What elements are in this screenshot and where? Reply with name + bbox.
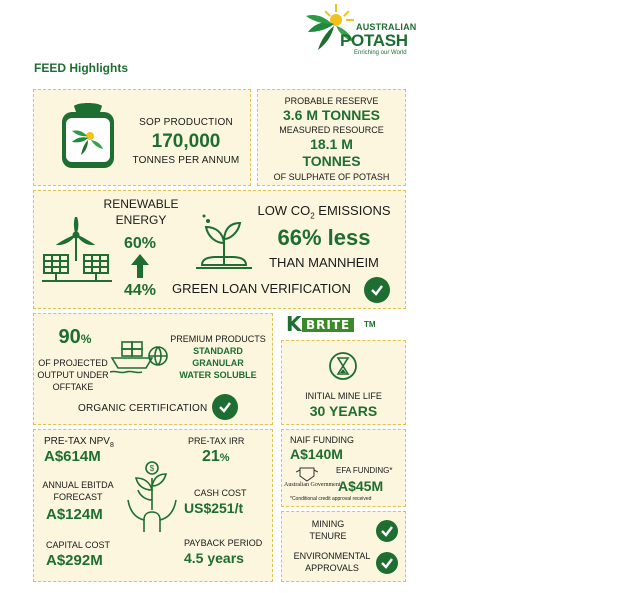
coat-of-arms-icon [296,466,318,482]
env-approvals-line2: APPROVALS [305,563,359,573]
npv-label-sub: 8 [109,442,114,449]
cargo-ship-globe-icon [110,338,170,378]
sop-unit: TONNES PER ANNUM [132,155,240,166]
renewable-value-bottom: 44% [123,282,157,299]
reserve-panel [257,89,406,186]
probable-reserve-value: 3.6 M TONNES [283,107,380,123]
measured-resource-value: 18.1 M [310,136,353,152]
measured-resource-label: MEASURED RESOURCE [279,125,384,135]
ebitda-label-line1: ANNUAL EBITDA [42,480,114,490]
npv-value: A$614M [44,448,101,465]
capital-cost-label: CAPITAL COST [46,540,111,550]
emissions-comparison: THAN MANNHEIM [269,255,379,270]
company-logo [306,2,417,58]
emissions-label [244,203,404,221]
offtake-panel [33,313,273,425]
funding-panel [281,429,406,507]
mining-tenure-line1: MINING [311,519,345,529]
gov-label: Australian Government [284,482,341,488]
mine-life-value: 30 YEARS [309,403,378,419]
products-item-granular: GRANULAR [192,358,244,368]
money-plant-hands-icon [126,460,178,536]
irr-number: 21 [202,448,220,465]
kbrite-logo [286,314,398,336]
logo-line1: AUSTRALIAN [356,22,417,32]
offtake-line3: OFFTAKE [52,382,94,392]
renewable-label-line1: RENEWABLE [103,197,179,211]
sustainability-panel [33,190,406,309]
mining-tenure-check-icon [376,520,398,542]
ebitda-label-line2: FORECAST [53,492,103,502]
measured-resource-unit: OF SULPHATE OF POTASH [273,172,390,182]
offtake-number: 90 [58,326,81,348]
financials-panel [33,429,273,582]
naif-label: NAIF FUNDING [290,435,354,445]
kbrite-k: K [286,312,302,336]
offtake-line1: OF PROJECTED [38,358,108,368]
mining-tenure-line2: TENURE [309,531,347,541]
emissions-label-prefix: LOW CO [257,203,311,218]
products-item-standard: STANDARD [193,346,243,356]
capital-cost-value: A$292M [46,552,103,569]
cash-cost-value: US$251/t [184,500,244,516]
organic-check-icon [212,394,238,420]
sop-label: SOP PRODUCTION [139,117,233,128]
approvals-panel [281,511,406,582]
green-loan-label: GREEN LOAN VERIFICATION [172,281,351,296]
svg-text:$: $ [149,464,155,473]
products-item-water-soluble: WATER SOLUBLE [179,370,257,380]
measured-resource-unit-tonnes: TONNES [302,153,361,169]
irr-value [202,448,230,466]
funding-footnote: *Conditional credit approval received [290,496,372,502]
payback-label: PAYBACK PERIOD [184,538,263,548]
fertilizer-bag-icon [56,100,120,172]
renewable-value-top: 60% [123,235,157,252]
products-label: PREMIUM PRODUCTS [170,334,266,344]
efa-label: EFA FUNDING* [336,466,393,475]
irr-label: PRE-TAX IRR [188,436,245,446]
kbrite-rest: BRITE [302,318,354,332]
logo-tagline: Enriching our World [354,50,407,56]
mine-life-panel [281,340,406,425]
emissions-value: 66% less [277,225,371,250]
env-approvals-check-icon [376,552,398,574]
mine-life-label: INITIAL MINE LIFE [305,391,382,401]
sop-value: 170,000 [151,131,221,152]
env-approvals-line1: ENVIRONMENTAL [293,551,371,561]
green-loan-check-icon [364,277,390,303]
naif-value: A$140M [290,446,343,462]
renewable-label-line2: ENERGY [115,213,167,227]
cash-cost-label: CASH COST [194,488,247,498]
sop-production-panel [33,89,251,186]
npv-label-text: PRE-TAX NPV [44,436,110,447]
probable-reserve-label: PROBABLE RESERVE [284,96,379,106]
emissions-label-suffix: EMISSIONS [314,203,391,218]
offtake-line2: OUTPUT UNDER [37,370,109,380]
irr-percent: % [219,452,230,464]
emissions-label-sub: 2 [310,211,315,221]
kbrite-tm: TM [364,320,376,329]
payback-value: 4.5 years [184,550,244,566]
offtake-value [50,326,100,349]
efa-value: A$45M [338,478,384,494]
offtake-percent: % [80,332,92,346]
hourglass-icon [328,351,358,381]
organic-label: ORGANIC CERTIFICATION [78,403,208,414]
ebitda-value: A$124M [46,506,103,523]
logo-line2: POTASH [340,31,408,50]
arrow-up-icon [131,254,149,278]
section-title: FEED Highlights [34,61,128,75]
